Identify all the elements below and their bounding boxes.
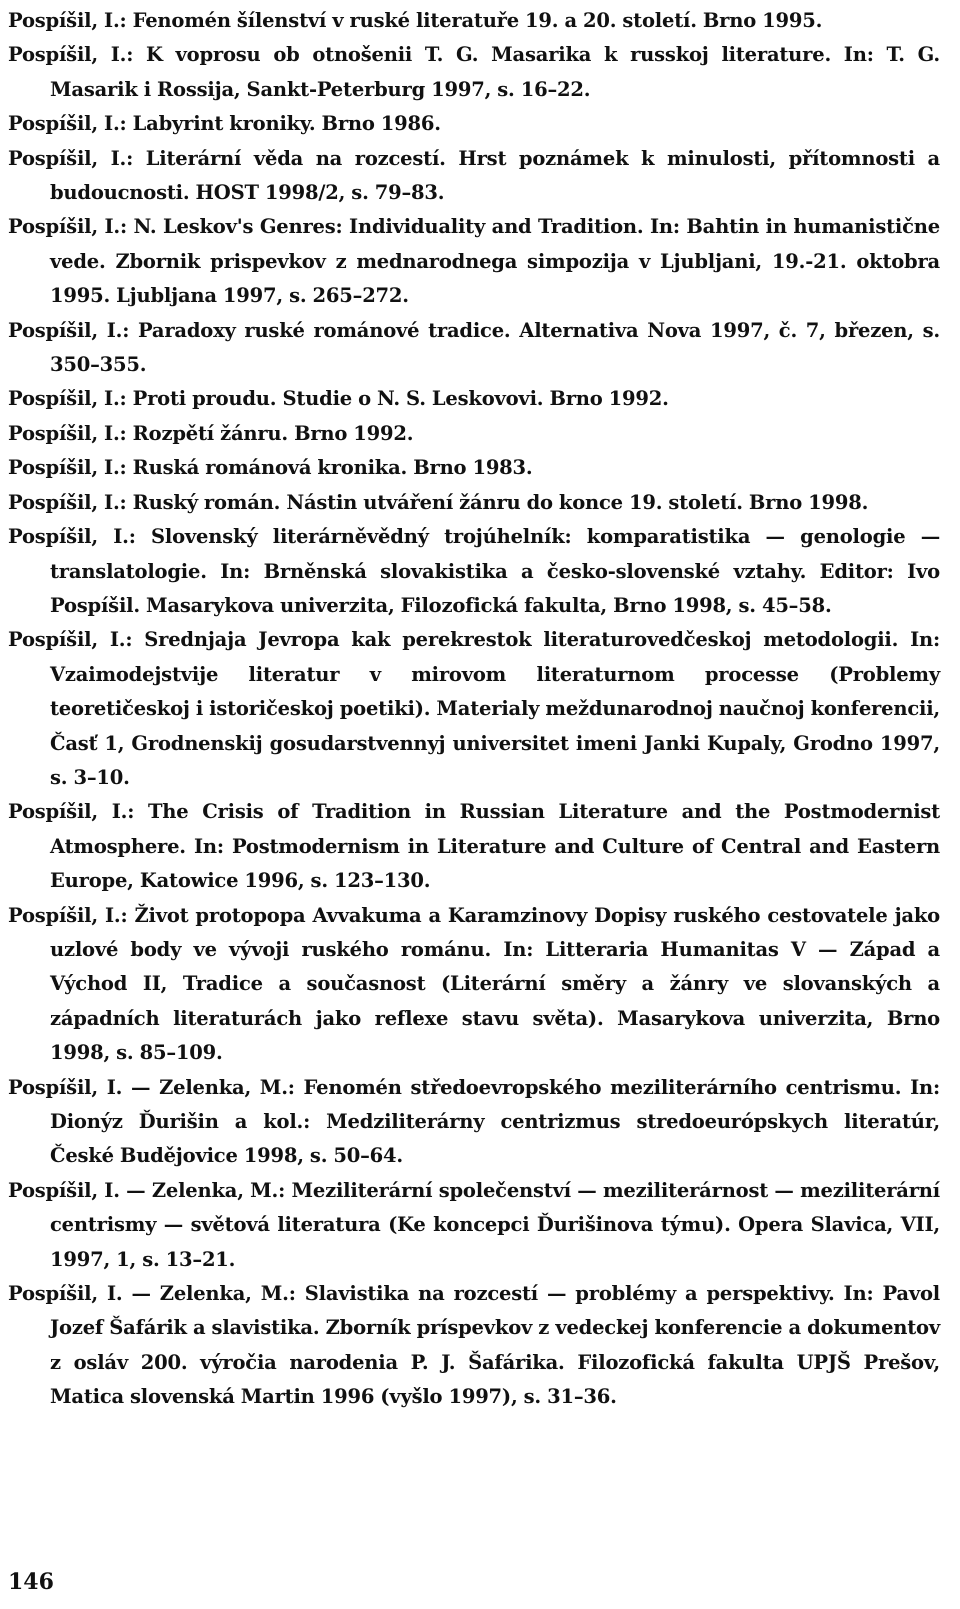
- bibliography-entry: Pospíšil, I.: Srednjaja Jevropa kak perekrestok literaturovedčeskoj metodologii. In: Vzaimodejstvije literatur v mirovom literaturnom processe (Problemy teoretičeskoj i istoričeskoj poetiki). Materialy meždunarodnoj naučnoj konferencii, Časť 1, Grodnenskij gosudarstvennyj universitet imeni Janki Kupaly, Grodno 1997, s. 3–10.: [8, 628, 940, 789]
- bibliography-entry: Pospíšil, I.: Ruská románová kronika. Brno 1983.: [8, 456, 533, 480]
- bibliography-entry: Pospíšil, I. — Zelenka, M.: Fenomén středoevropského meziliterárního centrismu. In: Dionýz Ďurišin a kol.: Medziliterárny centrizmus stredoeurópskych literatúr, České Budějovice 1998, s. 50–64.: [8, 1075, 940, 1168]
- bibliography-list: [8, 4, 940, 1415]
- bibliography-entry: Pospíšil, I.: K voprosu ob otnošenii T. G. Masarika k russkoj literature. In: T. G. Masarik i Rossija, Sankt-Peterburg 1997, s. 16–22.: [8, 43, 940, 101]
- bibliography-entry: Pospíšil, I.: The Crisis of Tradition in Russian Literature and the Postmodernist Atmosphere. In: Postmodernism in Literature and Culture of Central and Eastern Europe, Katowice 1996, s. 123–130.: [8, 800, 940, 893]
- bibliography-entry: Pospíšil, I.: Rozpětí žánru. Brno 1992.: [8, 421, 414, 445]
- bibliography-entry: Pospíšil, I.: Proti proudu. Studie o N. S. Leskovovi. Brno 1992.: [8, 387, 669, 411]
- bibliography-entry: Pospíšil, I.: Fenomén šílenství v ruské literatuře 19. a 20. století. Brno 1995.: [8, 9, 823, 32]
- bibliography-entry: Pospíšil, I.: Labyrint kroniky. Brno 1986.: [8, 112, 441, 136]
- bibliography-entry: Pospíšil, I. — Zelenka, M.: Meziliterární společenství — meziliterárnost — meziliterární centrismy — světová literatura (Ke koncepci Ďurišinova týmu). Opera Slavica, VII, 1997, 1, s. 13–21.: [8, 1178, 940, 1271]
- bibliography-entry: Pospíšil, I.: Ruský román. Nástin utváření žánru do konce 19. století. Brno 1998.: [8, 490, 869, 514]
- bibliography-entry: Pospíšil, I. — Zelenka, M.: Slavistika na rozcestí — problémy a perspektivy. In: Pavol Jozef Šafárik a slavistika. Zborník príspevkov z vedeckej konferencie a dokumentov z osláv 200. výročia narodenia P. J. Šafárika. Filozofická fakulta UPJŠ Prešov, Matica slovenská Martin 1996 (vyšlo 1997), s. 31–36.: [8, 1282, 940, 1409]
- page-number: 146: [8, 1569, 54, 1595]
- bibliography-entry: Pospíšil, I.: N. Leskov's Genres: Individuality and Tradition. In: Bahtin in humanistične vede. Zbornik prispevkov z mednarodnega simpozija v Ljubljani, 19.-21. oktobra 1995. Ljubljana 1997, s. 265–272.: [8, 215, 940, 308]
- bibliography-entry: Pospíšil, I.: Slovenský literárněvědný trojúhelník: komparatistika — genologie — translatologie. In: Brněnská slovakistika a česko-slovenské vztahy. Editor: Ivo Pospíšil. Masarykova univerzita, Filozofická fakulta, Brno 1998, s. 45–58.: [8, 525, 940, 617]
- bibliography-entry: Pospíšil, I.: Literární věda na rozcestí. Hrst poznámek k minulosti, přítomnosti a budoucnosti. HOST 1998/2, s. 79–83.: [8, 146, 940, 205]
- bibliography-entry: Pospíšil, I.: Život protopopa Avvakuma a Karamzinovy Dopisy ruského cestovatele jako uzlové body ve vývoji ruského románu. In: Litteraria Humanitas V — Západ a Východ II, Tradice a současnost (Literární směry a žánry ve slovanských a západních literaturách jako reflexe stavu světa). Masarykova univerzita, Brno 1998, s. 85–109.: [8, 903, 940, 1065]
- bibliography-entry: Pospíšil, I.: Paradoxy ruské románové tradice. Alternativa Nova 1997, č. 7, březen, s. 350–355.: [8, 318, 940, 377]
